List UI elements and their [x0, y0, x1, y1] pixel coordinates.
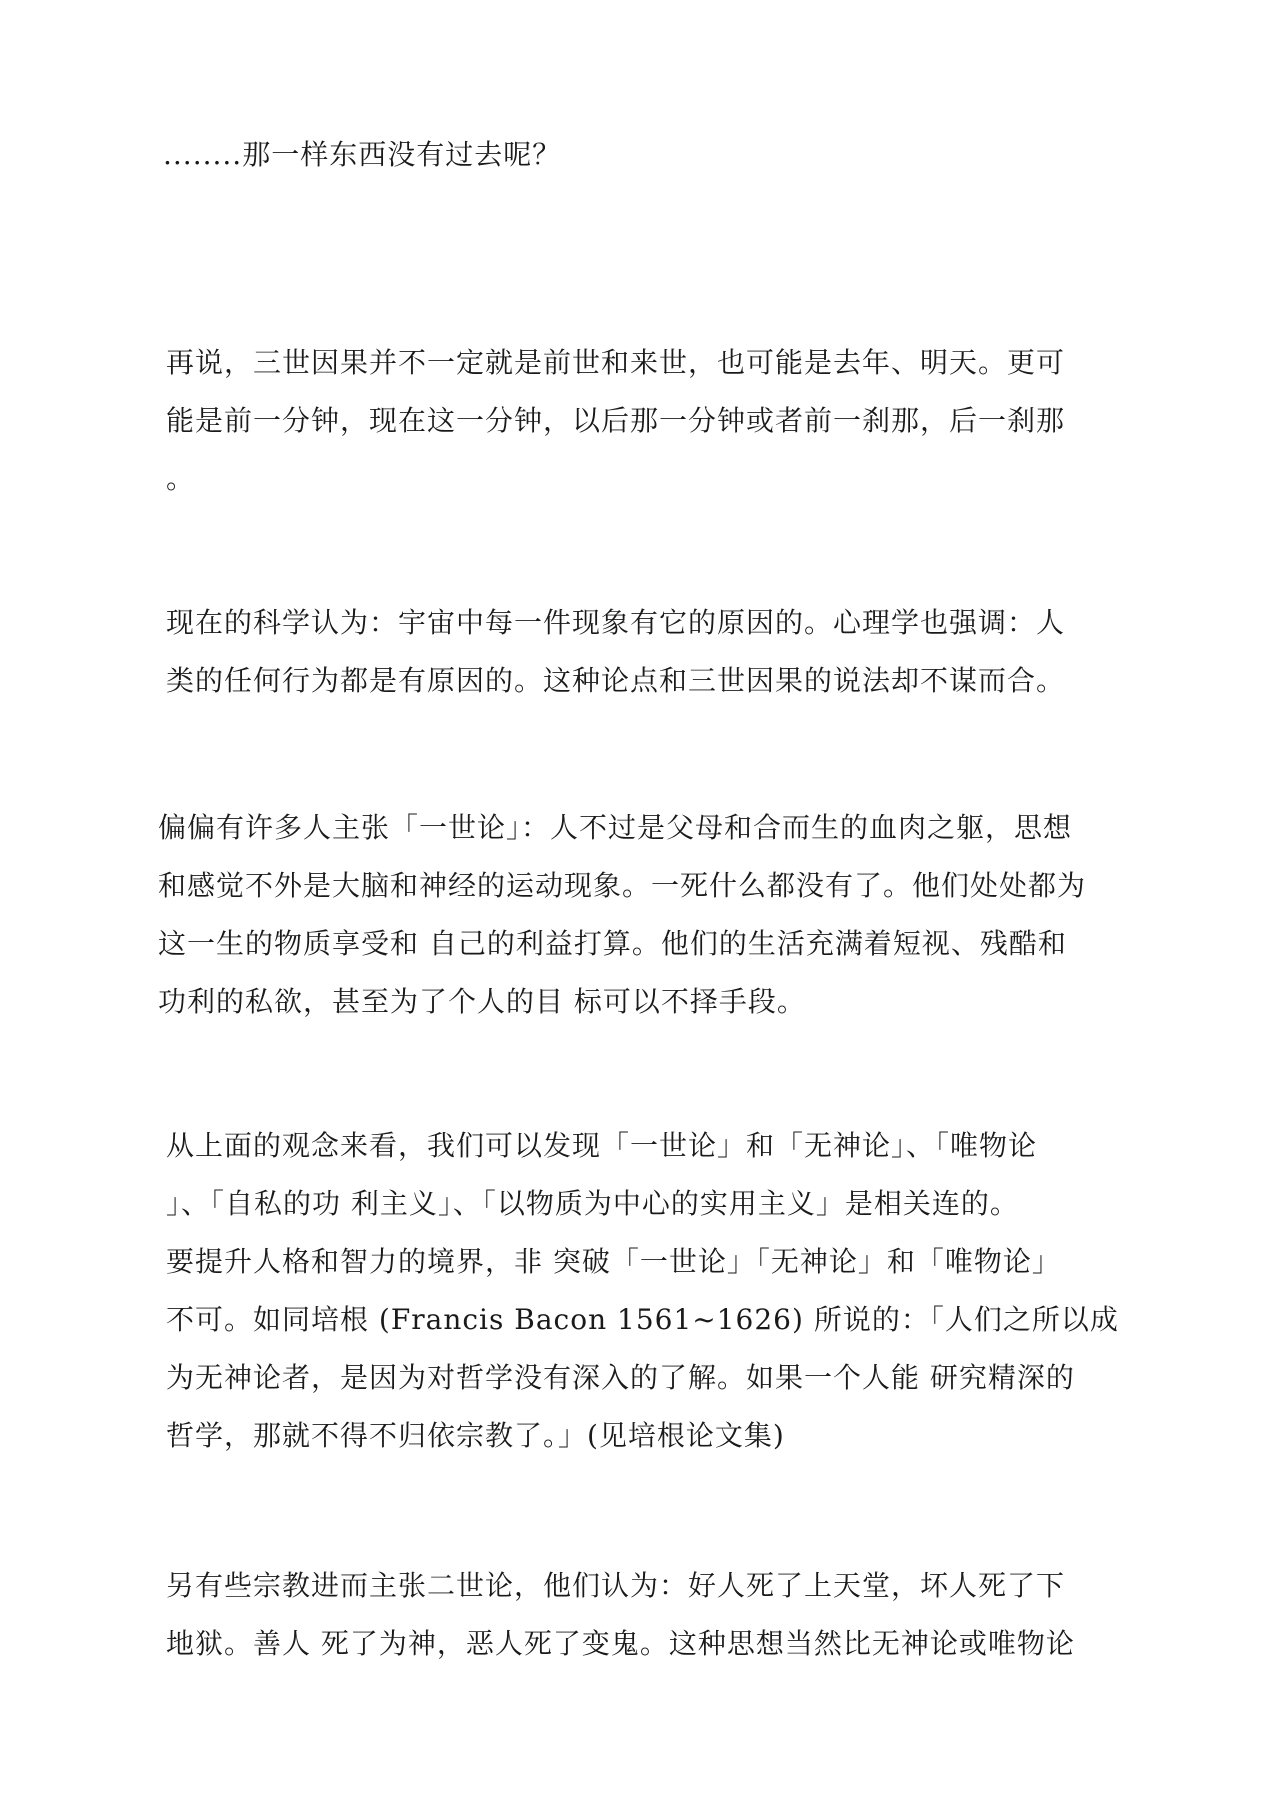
text-line: 类的任何行为都是有原因的。这种论点和三世因果的说法却不谋而合。: [166, 664, 1066, 697]
text-line: 。: [166, 462, 196, 495]
text-line: 能是前一分钟，现在这一分钟，以后那一分钟或者前一刹那，后一刹那: [166, 404, 1066, 437]
text-line: 这一生的物质享受和 自己的利益打算。他们的生活充满着短视、残酷和: [158, 927, 1067, 960]
text-line: 功利的私欲，甚至为了个人的目 标可以不择手段。: [158, 985, 806, 1018]
text-line: 再说，三世因果并不一定就是前世和来世，也可能是去年、明天。更可: [166, 346, 1066, 379]
text-line: 」、「自私的功 利主义」、「以物质为中心的实用主义」是相关连的。: [166, 1187, 1019, 1220]
text-line: 为无神论者，是因为对哲学没有深入的了解。如果一个人能 研究精深的: [166, 1361, 1075, 1394]
text-line: 哲学，那就不得不归依宗教了。」(见培根论文集): [166, 1419, 785, 1452]
text-line: 不可。如同培根 (Francis Bacon 1561~1626) 所说的：「人们之所以成: [166, 1303, 1119, 1336]
text-line: 现在的科学认为：宇宙中每一件现象有它的原因的。心理学也强调：人: [166, 606, 1066, 639]
text-line: 要提升人格和智力的境界，非 突破「一世论」「无神论」和「唯物论」: [166, 1245, 1061, 1278]
text-line: ........那一样东西没有过去呢？: [163, 138, 562, 171]
text-line: 另有些宗教进而主张二世论，他们认为：好人死了上天堂，坏人死了下: [166, 1569, 1066, 1602]
text-line: 和感觉不外是大脑和神经的运动现象。一死什么都没有了。他们处处都为: [158, 869, 1087, 902]
text-line: 从上面的观念来看，我们可以发现「一世论」和「无神论」、「唯物论: [166, 1129, 1038, 1162]
text-line: 偏偏有许多人主张「一世论」：人不过是父母和合而生的血肉之躯，思想: [158, 811, 1073, 844]
text-line: 地狱。善人 死了为神，恶人死了变鬼。这种思想当然比无神论或唯物论: [166, 1627, 1075, 1660]
